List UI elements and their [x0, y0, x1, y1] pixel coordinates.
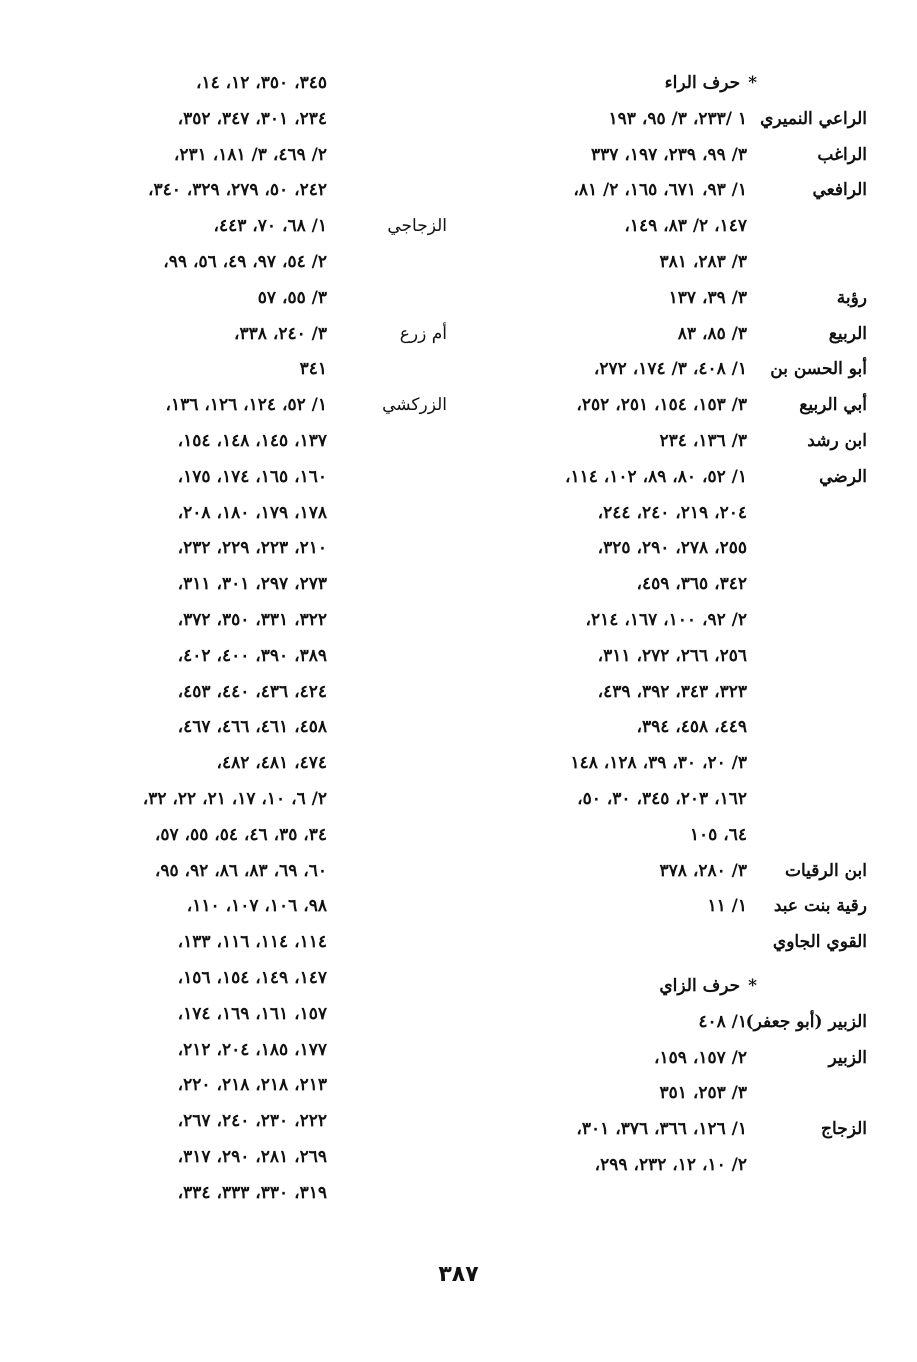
index-entry [467, 531, 867, 567]
entry-references: ١/ ٦٨، ٧٠، ٤٤٣، [213, 216, 327, 237]
entry-name: الزجاج [821, 1119, 867, 1140]
entry-references: ٢/ ١٠، ١٢، ٢٣٢، ٢٩٩، [594, 1154, 747, 1175]
entry-references: ١٦٢، ٢٠٣، ٣٤٥، ٣٠، ٥٠، [577, 788, 747, 809]
section-heading [467, 66, 867, 102]
index-entry [47, 102, 447, 138]
entry-references: ٣٤٢، ٣٦٥، ٤٥٩، [636, 574, 747, 595]
entry-references: ٣/ ١٥٣، ١٥٤، ٢٥١، ٢٥٢، [576, 395, 747, 416]
entry-references: ٣/ ٨٥، ٨٣ [677, 323, 747, 344]
index-entry [47, 138, 447, 174]
index-entry [47, 1068, 447, 1104]
entry-name: أم زرع [399, 323, 447, 344]
entry-references: ٣٢٣، ٣٤٣، ٣٩٢، ٤٣٩، [597, 681, 747, 702]
index-entry [467, 603, 867, 639]
entry-references: ٣/ ٢٨٠، ٣٧٨ [659, 860, 747, 881]
entry-references: ٢/ ١٥٧، ١٥٩، [654, 1047, 747, 1068]
index-entry [467, 710, 867, 746]
index-entry [47, 746, 447, 782]
entry-references: ٢/ ٤٦٩، ٣/ ١٨١، ٢٣١، [173, 144, 327, 165]
entry-references: ٣/ ٢٤٠، ٣٣٨، [234, 323, 327, 344]
entry-name: رؤبة [836, 287, 867, 308]
index-entry [47, 961, 447, 997]
entry-references: ٣١٩، ٣٣٠، ٣٣٣، ٣٣٤، [177, 1182, 327, 1203]
index-entry [47, 567, 447, 603]
index-entry [467, 782, 867, 818]
index-entry [47, 66, 447, 102]
index-entry [47, 317, 447, 353]
entry-references: ٤٥٨، ٤٦١، ٤٦٦، ٤٦٧، [177, 717, 327, 738]
entry-name: الربيع [828, 323, 867, 344]
entry-name: القوي الجاوي [772, 932, 867, 953]
entry-references: ٢٧٣، ٢٩٧، ٣٠١، ٣١١، [177, 574, 327, 595]
heading-label: حرف الراء [664, 73, 741, 93]
index-entry [467, 925, 867, 961]
entry-references: ١٣٧، ١٤٥، ١٤٨، ١٥٤، [177, 430, 327, 451]
index-entry [47, 424, 447, 460]
entry-name: أبو الحسن بن [770, 359, 867, 380]
index-entry [47, 889, 447, 925]
entry-references: ١/ ٤٠٨، ٣/ ١٧٤، ٢٧٢، [593, 359, 747, 380]
index-entry [467, 138, 867, 174]
index-entry [467, 317, 867, 353]
entry-references: ٤٢٤، ٤٣٦، ٤٤٠، ٤٥٣، [177, 681, 327, 702]
entry-references: ٢١٠، ٢٢٣، ٢٢٩، ٢٣٢، [177, 538, 327, 559]
entry-references: ١/ ١٢٦، ٣٦٦، ٣٧٦، ٣٠١، [576, 1119, 747, 1140]
entry-references: ٣٤، ٣٥، ٤٦، ٥٤، ٥٥، ٥٧، [154, 824, 327, 845]
entry-references: ٣/ ٢٥٣، ٣٥١ [659, 1083, 747, 1104]
index-entry [47, 710, 447, 746]
entry-references: ٣/ ٩٩، ٢٣٩، ١٩٧، ٣٣٧ [591, 144, 747, 165]
index-entry [47, 1140, 447, 1176]
index-entry [467, 639, 867, 675]
entry-references: ١٤٧، ١٤٩، ١٥٤، ١٥٦، [177, 967, 327, 988]
entry-name: ابن الرقيات [784, 860, 867, 881]
entry-references: ٤٤٩، ٤٥٨، ٣٩٤، [636, 717, 747, 738]
entry-name: الزبير [828, 1047, 867, 1068]
heading-label: حرف الزاي [659, 975, 741, 996]
index-entry [47, 281, 447, 317]
entry-references: ٢٦٩، ٢٨١، ٢٩٠، ٣١٧، [177, 1146, 327, 1167]
entry-references: ١/ ٩٣، ٦٧١، ١٦٥، ٢/ ٨١، [573, 180, 747, 201]
entry-references: ١٧٨، ١٧٩، ١٨٠، ٢٠٨، [177, 502, 327, 523]
index-entry [47, 1176, 447, 1212]
index-entry [467, 281, 867, 317]
entry-references: ١ /٢٣٣، ٣/ ٩٥، ١٩٣ [608, 108, 747, 129]
entry-references: ١/ ٤٠٨ [698, 1011, 747, 1032]
entry-name: الزركشي [382, 395, 447, 416]
index-entry [467, 245, 867, 281]
entry-references: ١١٤، ١١٤، ١١٦، ١٣٣، [177, 932, 327, 953]
entry-references: ٢/ ٥٤، ٩٧، ٤٩، ٥٦، ٩٩، [163, 251, 327, 272]
entry-name: الرضي [819, 466, 867, 487]
entry-references: ١٦٠، ١٦٥، ١٧٤، ١٧٥، [177, 466, 327, 487]
index-entry [47, 925, 447, 961]
section-heading-text [665, 66, 757, 102]
entry-references: ٢٥٥، ٢٧٨، ٢٩٠، ٣٢٥، [597, 538, 747, 559]
index-entry [467, 352, 867, 388]
entry-name: الزجاجي [387, 216, 447, 237]
entry-references: ٢٠٤، ٢١٩، ٢٤٠، ٢٤٤، [597, 502, 747, 523]
entry-references: ٤٧٤، ٤٨١، ٤٨٢، [216, 753, 327, 774]
index-entry [47, 1104, 447, 1140]
entry-references: ٢٣٤، ٣٠١، ٣٤٧، ٣٥٢، [177, 108, 327, 129]
index-entry [47, 352, 447, 388]
index-entry [467, 1005, 867, 1041]
index-entry [467, 102, 867, 138]
index-entry [467, 388, 867, 424]
entry-references: ٢٥٦، ٢٦٦، ٢٧٢، ٣١١، [597, 645, 747, 666]
entry-references: ٢/ ٦، ١٠، ١٧، ٢١، ٢٢، ٣٢، [142, 788, 327, 809]
entry-references: ٦٤، ١٠٥ [689, 824, 747, 845]
entry-references: ٣/ ٣٩، ١٣٧ [668, 287, 747, 308]
entry-references: ٣/ ٢٨٣، ٣٨١ [659, 251, 747, 272]
index-entry [47, 388, 447, 424]
entry-references: ٣/ ٥٥، ٥٧ [257, 287, 327, 308]
index-entry [467, 1112, 867, 1148]
index-entry [467, 209, 867, 245]
entry-name: أبي الربيع [799, 395, 867, 416]
entry-references: ٣٢٢، ٣٣١، ٣٥٠، ٣٧٢، [177, 609, 327, 630]
index-entry [47, 245, 447, 281]
index-entry [467, 567, 867, 603]
entry-references: ٢٢٢، ٢٣٠، ٢٤٠، ٢٦٧، [177, 1111, 327, 1132]
entry-references: ٣٨٩، ٣٩٠، ٤٠٠، ٤٠٢، [177, 645, 327, 666]
entry-name: الزبير (أبو جعفر) [745, 1011, 867, 1032]
entry-references: ١٧٧، ١٨٥، ٢٠٤، ٢١٢، [177, 1039, 327, 1060]
index-entry [47, 1033, 447, 1069]
entry-references: ٣٤٥، ٣٥٠، ١٢، ١٤، [195, 73, 327, 93]
entry-name: رقية بنت عبد [773, 896, 867, 917]
asterisk-icon: * [748, 975, 757, 996]
entry-references: ٩٨، ١٠٦، ١٠٧، ١١٠، [186, 896, 327, 917]
index-entry [467, 818, 867, 854]
index-entry [47, 496, 447, 532]
right-column [467, 66, 867, 1184]
section-heading-text [659, 969, 757, 1005]
section-heading [467, 969, 867, 1005]
index-entry [47, 460, 447, 496]
index-entry [47, 818, 447, 854]
index-entry [467, 1148, 867, 1184]
asterisk-icon: * [748, 73, 757, 93]
entry-name: ابن رشد [807, 430, 867, 451]
entry-references: ١٤٧، ٢/ ٨٣، ١٤٩، [624, 216, 747, 237]
left-column [47, 66, 447, 1212]
index-entry [47, 173, 447, 209]
entry-references: ٢٤٢، ٥٠، ٢٧٩، ٣٢٩، ٣٤٠، [147, 180, 327, 201]
index-entry [47, 603, 447, 639]
entry-references: ١/ ٥٢، ٨٠، ٨٩، ١٠٢، ١١٤، [564, 466, 747, 487]
index-entry [467, 496, 867, 532]
entry-references: ٣٤١ [299, 359, 327, 380]
index-entry [467, 854, 867, 890]
entry-references: ١٥٧، ١٦١، ١٦٩، ١٧٤، [177, 1003, 327, 1024]
entry-references: ٣/ ٢٠، ٣٠، ٣٩، ١٢٨، ١٤٨ [570, 753, 747, 774]
index-entry [467, 173, 867, 209]
index-entry [47, 675, 447, 711]
index-entry [47, 209, 447, 245]
index-entry [467, 889, 867, 925]
entry-references: ٢١٣، ٢١٨، ٢١٨، ٢٢٠، [177, 1075, 327, 1096]
index-entry [467, 1076, 867, 1112]
entry-references: ٣/ ١٣٦، ٢٣٤ [659, 430, 747, 451]
entry-references: ٢/ ٩٢، ١٠٠، ١٦٧، ٢١٤، [585, 609, 747, 630]
index-entry [467, 746, 867, 782]
index-entry [467, 424, 867, 460]
index-entry [47, 782, 447, 818]
index-entry [47, 854, 447, 890]
entry-name: الراغب [817, 144, 867, 165]
index-entry [467, 675, 867, 711]
index-entry [467, 1041, 867, 1077]
index-entry [467, 460, 867, 496]
index-entry [47, 639, 447, 675]
index-entry [47, 531, 447, 567]
index-entry [47, 997, 447, 1033]
entry-references: ٦٠، ٦٩، ٨٣، ٨٦، ٩٢، ٩٥، [154, 860, 327, 881]
entry-name: الرافعي [812, 180, 867, 201]
entry-references: ١/ ٥٢، ١٢٤، ١٢٦، ١٣٦، [165, 395, 327, 416]
entry-references: ١/ ١١ [707, 896, 747, 917]
page-number: ٣٨٧ [438, 1262, 479, 1287]
entry-name: الراعي النميري [760, 108, 867, 129]
